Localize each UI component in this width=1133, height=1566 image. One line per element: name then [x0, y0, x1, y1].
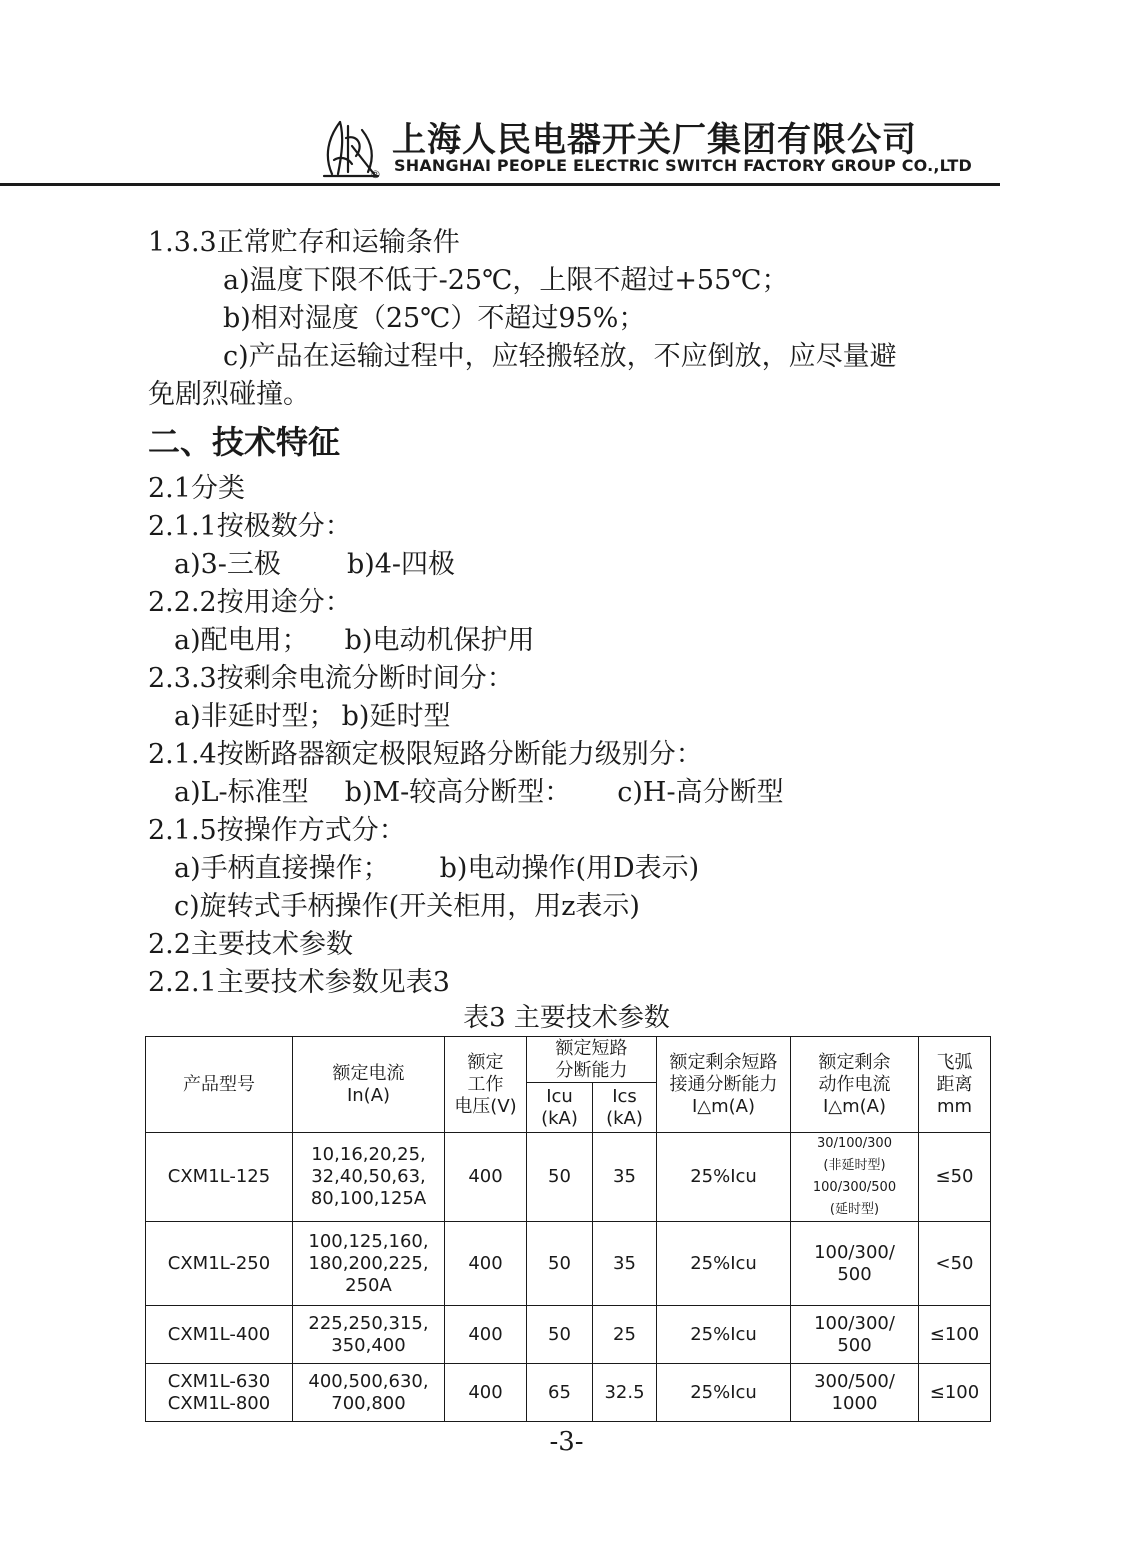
params-reference: 2.2.1主要技术参数见表3 — [148, 967, 450, 998]
registered-mark: ® — [370, 168, 381, 180]
table-row — [146, 1222, 991, 1306]
header-icu: Icu (kA) — [527, 1083, 593, 1133]
operation-option-b: b)电动操作(用D表示) — [439, 853, 700, 884]
cell-model: CXM1L-400 — [146, 1306, 293, 1364]
use-option-b: b)电动机保护用 — [344, 625, 535, 656]
capacity-option-a: a)L-标准型 — [174, 777, 309, 808]
cell-voltage: 400 — [445, 1364, 527, 1422]
cell-ics: 35 — [593, 1222, 657, 1306]
poles-heading: 2.1.1按极数分： — [148, 511, 352, 542]
cell-icu: 50 — [527, 1306, 593, 1364]
storage-item-c: c)产品在运输过程中，应轻搬轻放，不应倒放，应尽量避 — [223, 341, 897, 372]
cell-ics: 25 — [593, 1306, 657, 1364]
poles-option-b: b)4-四极 — [346, 549, 456, 580]
cell-ics: 32.5 — [593, 1364, 657, 1422]
cell-model: CXM1L-125 — [146, 1133, 293, 1222]
cell-rated-current: 10,16,20,25, 32,40,50,63, 80,100,125A — [293, 1133, 445, 1222]
use-options — [148, 622, 988, 660]
cell-icu: 65 — [527, 1364, 593, 1422]
residual-option-b: b)延时型 — [341, 701, 451, 732]
table-row — [146, 1133, 991, 1222]
header-ics: Ics (kA) — [593, 1083, 657, 1133]
storage-item-b: b)相对湿度（25℃）不超过95%； — [223, 303, 646, 334]
cell-residual-breaking: 25%Icu — [657, 1133, 791, 1222]
cell-icu: 50 — [527, 1133, 593, 1222]
operation-heading: 2.1.5按操作方式分： — [148, 815, 406, 846]
cell-arc-distance: ≤100 — [919, 1306, 991, 1364]
operation-option-c: c)旋转式手柄操作(开关柜用，用z表示) — [174, 891, 640, 922]
company-logo-icon — [318, 116, 384, 180]
cell-rated-current: 100,125,160, 180,200,225, 250A — [293, 1222, 445, 1306]
page-number: -3- — [549, 1427, 584, 1457]
header-divider — [0, 183, 1000, 186]
cell-residual-action: 100/300/ 500 — [791, 1306, 919, 1364]
company-header — [0, 108, 1133, 188]
cell-arc-distance: ≤50 — [919, 1133, 991, 1222]
cell-arc-distance: <50 — [919, 1222, 991, 1306]
header-rated-voltage: 额定 工作 电压(V) — [445, 1037, 527, 1133]
cell-model: CXM1L-630 CXM1L-800 — [146, 1364, 293, 1422]
cell-residual-breaking: 25%Icu — [657, 1364, 791, 1422]
cell-residual-breaking: 25%Icu — [657, 1306, 791, 1364]
header-residual-action: 额定剩余 动作电流 I△m(A) — [791, 1037, 919, 1133]
poles-options — [148, 546, 988, 584]
params-heading: 2.2主要技术参数 — [148, 929, 353, 960]
document-body — [148, 224, 988, 1002]
residual-option-a: a)非延时型； — [174, 701, 336, 732]
table-caption: 表3 主要技术参数 — [463, 1003, 670, 1033]
technical-parameters-table — [145, 1036, 991, 1422]
capacity-option-c: c)H-高分断型 — [617, 777, 784, 808]
capacity-options — [148, 774, 988, 812]
cell-voltage: 400 — [445, 1133, 527, 1222]
cell-voltage: 400 — [445, 1222, 527, 1306]
table-row — [146, 1306, 991, 1364]
table-header-row — [146, 1037, 991, 1083]
header-rated-current: 额定电流 In(A) — [293, 1037, 445, 1133]
section-heading: 二、技术特征 — [148, 423, 341, 461]
cell-model: CXM1L-250 — [146, 1222, 293, 1306]
header-arc-distance: 飞弧 距离 mm — [919, 1037, 991, 1133]
residual-heading: 2.3.3按剩余电流分断时间分： — [148, 663, 514, 694]
cell-residual-breaking: 25%Icu — [657, 1222, 791, 1306]
cell-arc-distance: ≤100 — [919, 1364, 991, 1422]
company-name-english: SHANGHAI PEOPLE ELECTRIC SWITCH FACTORY GROUP CO.,LTD — [394, 156, 973, 175]
residual-options — [148, 698, 988, 736]
table-row — [146, 1364, 991, 1422]
company-name-chinese: 上海人民电器开关厂集团有限公司 — [392, 120, 917, 160]
capacity-option-b: b)M-较高分断型： — [344, 777, 572, 808]
cell-ics: 35 — [593, 1133, 657, 1222]
header-model: 产品型号 — [146, 1037, 293, 1133]
use-option-a: a)配电用； — [174, 625, 309, 656]
operation-option-a: a)手柄直接操作； — [174, 853, 390, 884]
cell-rated-current: 400,500,630, 700,800 — [293, 1364, 445, 1422]
storage-heading: 1.3.3正常贮存和运输条件 — [148, 227, 460, 258]
capacity-heading: 2.1.4按断路器额定极限短路分断能力级别分： — [148, 739, 703, 770]
cell-residual-action: 300/500/ 1000 — [791, 1364, 919, 1422]
classification-heading: 2.1分类 — [148, 473, 245, 504]
cell-residual-action: 100/300/ 500 — [791, 1222, 919, 1306]
cell-icu: 50 — [527, 1222, 593, 1306]
cell-residual-action: 30/100/300 (非延时型) 100/300/500 (延时型) — [791, 1133, 919, 1222]
operation-options — [148, 850, 988, 888]
storage-item-a: a)温度下限不低于-25℃，上限不超过+55℃； — [223, 265, 789, 296]
storage-item-c-continued: 免剧烈碰撞。 — [148, 379, 310, 410]
header-breaking-capacity: 额定短路 分断能力 — [527, 1037, 657, 1083]
cell-rated-current: 225,250,315, 350,400 — [293, 1306, 445, 1364]
cell-voltage: 400 — [445, 1306, 527, 1364]
use-heading: 2.2.2按用途分： — [148, 587, 352, 618]
header-residual-breaking: 额定剩余短路 接通分断能力 I△m(A) — [657, 1037, 791, 1133]
poles-option-a: a)3-三极 — [174, 549, 281, 580]
